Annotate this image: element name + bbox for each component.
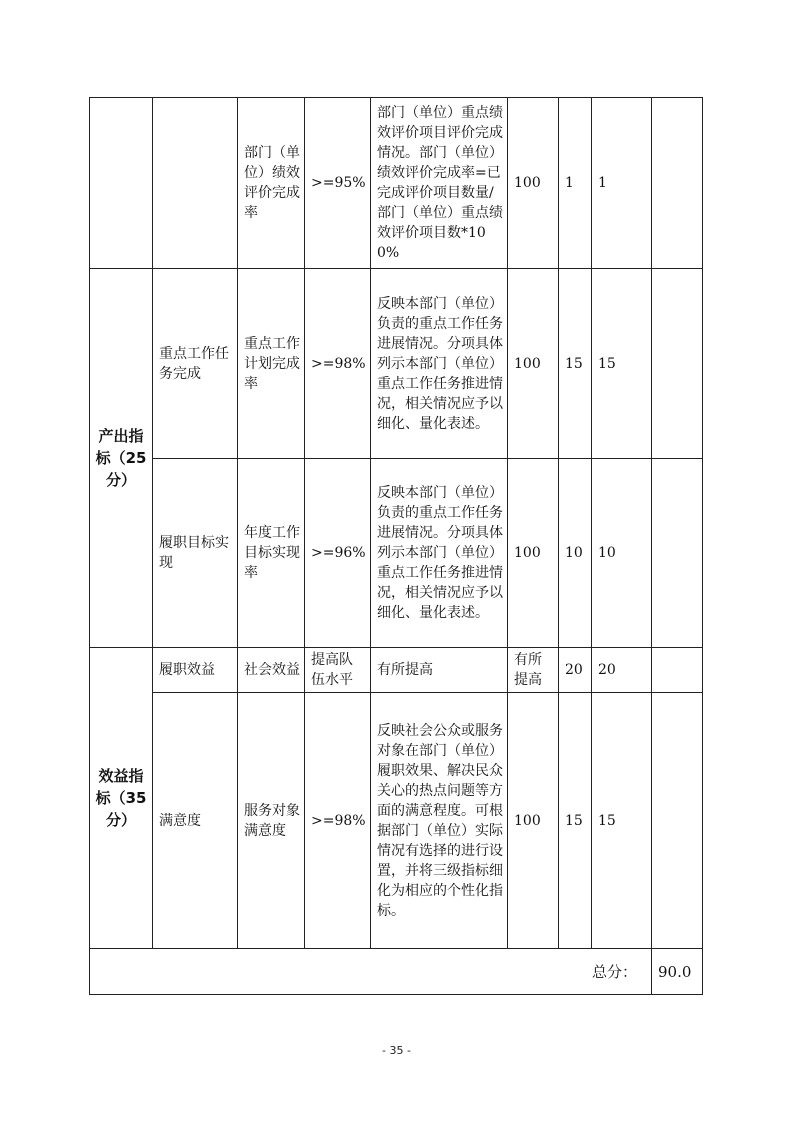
level2-cell: 满意度 (153, 693, 238, 949)
score-cell: 20 (592, 648, 652, 693)
full-score-cell: 100 (508, 98, 559, 269)
score-cell: 10 (592, 459, 652, 648)
weight-cell: 10 (559, 459, 592, 648)
level2-cell: 重点工作任务完成 (153, 269, 238, 459)
level3-cell: 社会效益 (238, 648, 305, 693)
level3-cell: 服务对象满意度 (238, 693, 305, 949)
remark-cell (652, 269, 703, 459)
total-row (90, 949, 703, 995)
target-cell: >=98% (305, 269, 371, 459)
evaluation-table (89, 97, 703, 995)
remark-cell (652, 648, 703, 693)
level2-cell: 履职目标实现 (153, 459, 238, 648)
table-row (90, 648, 703, 693)
benefit-indicator-group: 效益指标（35分） (90, 648, 153, 949)
output-indicator-group: 产出指标（25分） (90, 269, 153, 648)
target-cell: >=98% (305, 693, 371, 949)
description-cell: 反映社会公众或服务对象在部门（单位）履职效果、解决民众关心的热点问题等方面的满意程度。可根据部门（单位）实际情况有选择的进行设置，并将三级指标细化为相应的个性化指标。 (371, 693, 508, 949)
score-cell: 15 (592, 269, 652, 459)
description-cell: 反映本部门（单位）负责的重点工作任务进展情况。分项具体列示本部门（单位）重点工作任务推进情况，相关情况应予以细化、量化表述。 (371, 459, 508, 648)
description-cell: 反映本部门（单位）负责的重点工作任务进展情况。分项具体列示本部门（单位）重点工作任务推进情况，相关情况应予以细化、量化表述。 (371, 269, 508, 459)
description-cell: 部门（单位）重点绩效评价项目评价完成情况。部门（单位）绩效评价完成率=已完成评价项目数量/部门（单位）重点绩效评价项目数*100% (371, 98, 508, 269)
remark-cell (652, 693, 703, 949)
table-row (90, 98, 703, 269)
level2-cell: 履职效益 (153, 648, 238, 693)
weight-cell: 15 (559, 269, 592, 459)
table-row (90, 693, 703, 949)
full-score-cell: 有所提高 (508, 648, 559, 693)
full-score-cell: 100 (508, 693, 559, 949)
weight-cell: 15 (559, 693, 592, 949)
total-value: 90.0 (652, 949, 703, 995)
full-score-cell: 100 (508, 269, 559, 459)
score-cell: 15 (592, 693, 652, 949)
page-number: - 35 - (382, 1044, 411, 1057)
level2-cell (153, 98, 238, 269)
target-cell: >=96% (305, 459, 371, 648)
weight-cell: 20 (559, 648, 592, 693)
score-cell: 1 (592, 98, 652, 269)
table-row (90, 459, 703, 648)
target-cell: >=95% (305, 98, 371, 269)
level1-cell-empty (90, 98, 153, 269)
remark-cell (652, 459, 703, 648)
weight-cell: 1 (559, 98, 592, 269)
level3-cell: 部门（单位）绩效评价完成率 (238, 98, 305, 269)
remark-cell (652, 98, 703, 269)
total-label: 总分： (90, 949, 652, 995)
full-score-cell: 100 (508, 459, 559, 648)
table-row (90, 269, 703, 459)
level3-cell: 年度工作目标实现率 (238, 459, 305, 648)
target-cell: 提高队伍水平 (305, 648, 371, 693)
level3-cell: 重点工作计划完成率 (238, 269, 305, 459)
description-cell: 有所提高 (371, 648, 508, 693)
